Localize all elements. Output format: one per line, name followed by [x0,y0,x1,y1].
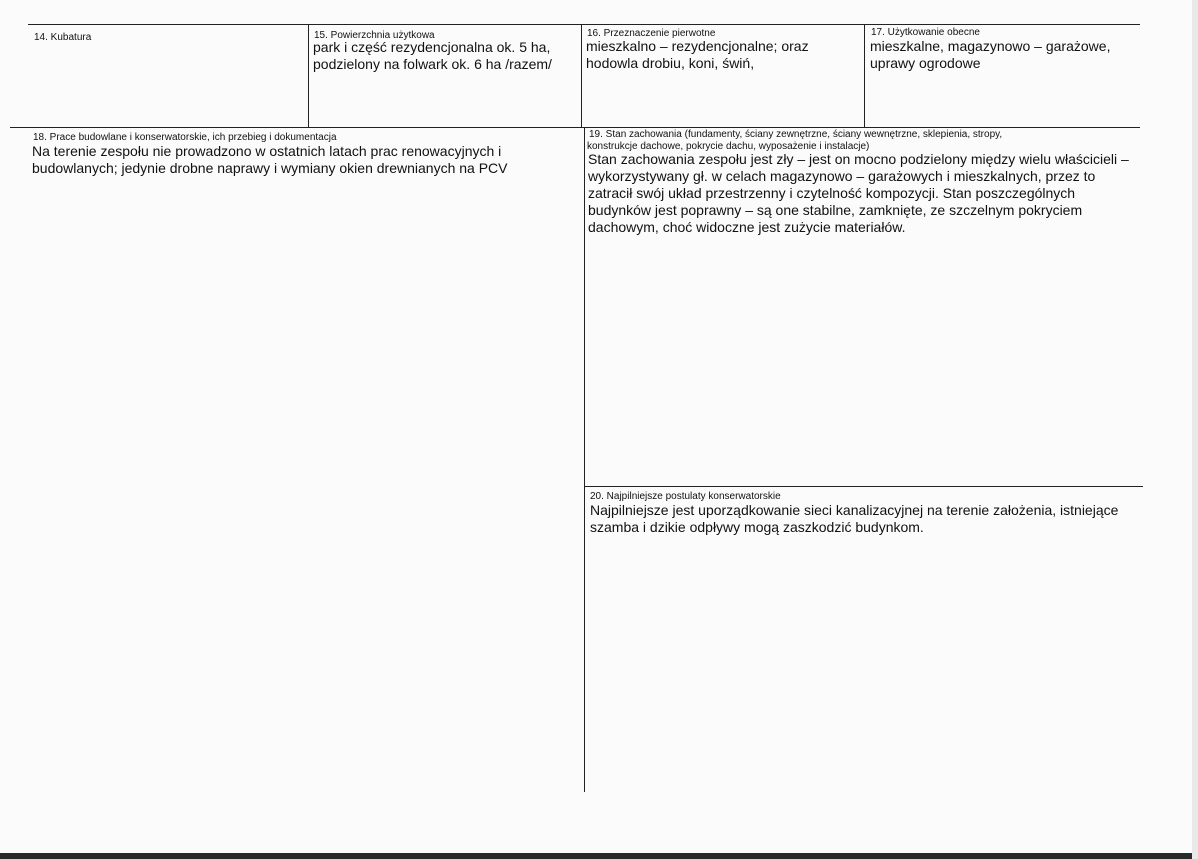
section-20-divider-line [585,486,1143,487]
field-14-label: 14. Kubatura [34,32,92,43]
field-16-value: mieszkalno – rezydencjonalne; oraz hodowla drobiu, koni, świń, [586,38,809,71]
column-divider-14-15 [308,24,309,127]
field-17-label: 17. Użytkowanie obecne [871,27,980,38]
field-20-label: 20. Najpilniejsze postulaty konserwatorskie [590,491,781,502]
field-15-value: park i część rezydencjonalna ok. 5 ha, podzielony na folwark ok. 6 ha /razem/ [313,39,552,72]
field-19-value: Stan zachowania zespołu jest zły – jest on mocno podzielony między wielu właścicieli – wykorzystywany gł. w celach magazynowo – garażowych i mieszkalnych, przez to zatracił swój układ przestrzenny i czytelność kompozycji. Stan poszczególnych budynków jest poprawny – są one stabilne, zamknięte, ze szczelnym pokryciem dachowym, choć widoczne jest zużycie materiałów. [588,151,1129,235]
field-19-label-line2: konstrukcje dachowe, pokrycie dachu, wyposażenie i instalacje) [587,141,870,152]
column-divider-16-17 [864,24,865,127]
field-18-value: Na terenie zespołu nie prowadzono w ostatnich latach prac renowacyjnych i budowlanych; jedynie drobne naprawy i wymiany okien drewnianych na PCV [32,143,508,176]
scan-edge-right [1192,0,1198,859]
row-divider-line [10,127,1140,128]
field-19-label-line1: 19. Stan zachowania (fundamenty, ściany zewnętrzne, ściany wewnętrzne, sklepienia, stropy, [589,129,1003,140]
field-20-value: Najpilniejsze jest uporządkowanie sieci kanalizacyjnej na terenie założenia, istniejące szamba i dzikie odpływy mogą zaszkodzić budynkom. [590,502,1119,535]
column-divider-18-19 [584,127,585,792]
top-border-line [28,24,1140,25]
field-16-label: 16. Przeznaczenie pierwotne [587,28,716,39]
column-divider-15-16 [581,24,582,127]
field-18-label: 18. Prace budowlane i konserwatorskie, ich przebieg i dokumentacja [33,132,337,143]
scan-edge-bottom [0,853,1198,859]
field-15-label: 15. Powierzchnia użytkowa [314,30,435,41]
field-17-value: mieszkalne, magazynowo – garażowe, uprawy ogrodowe [870,38,1111,71]
